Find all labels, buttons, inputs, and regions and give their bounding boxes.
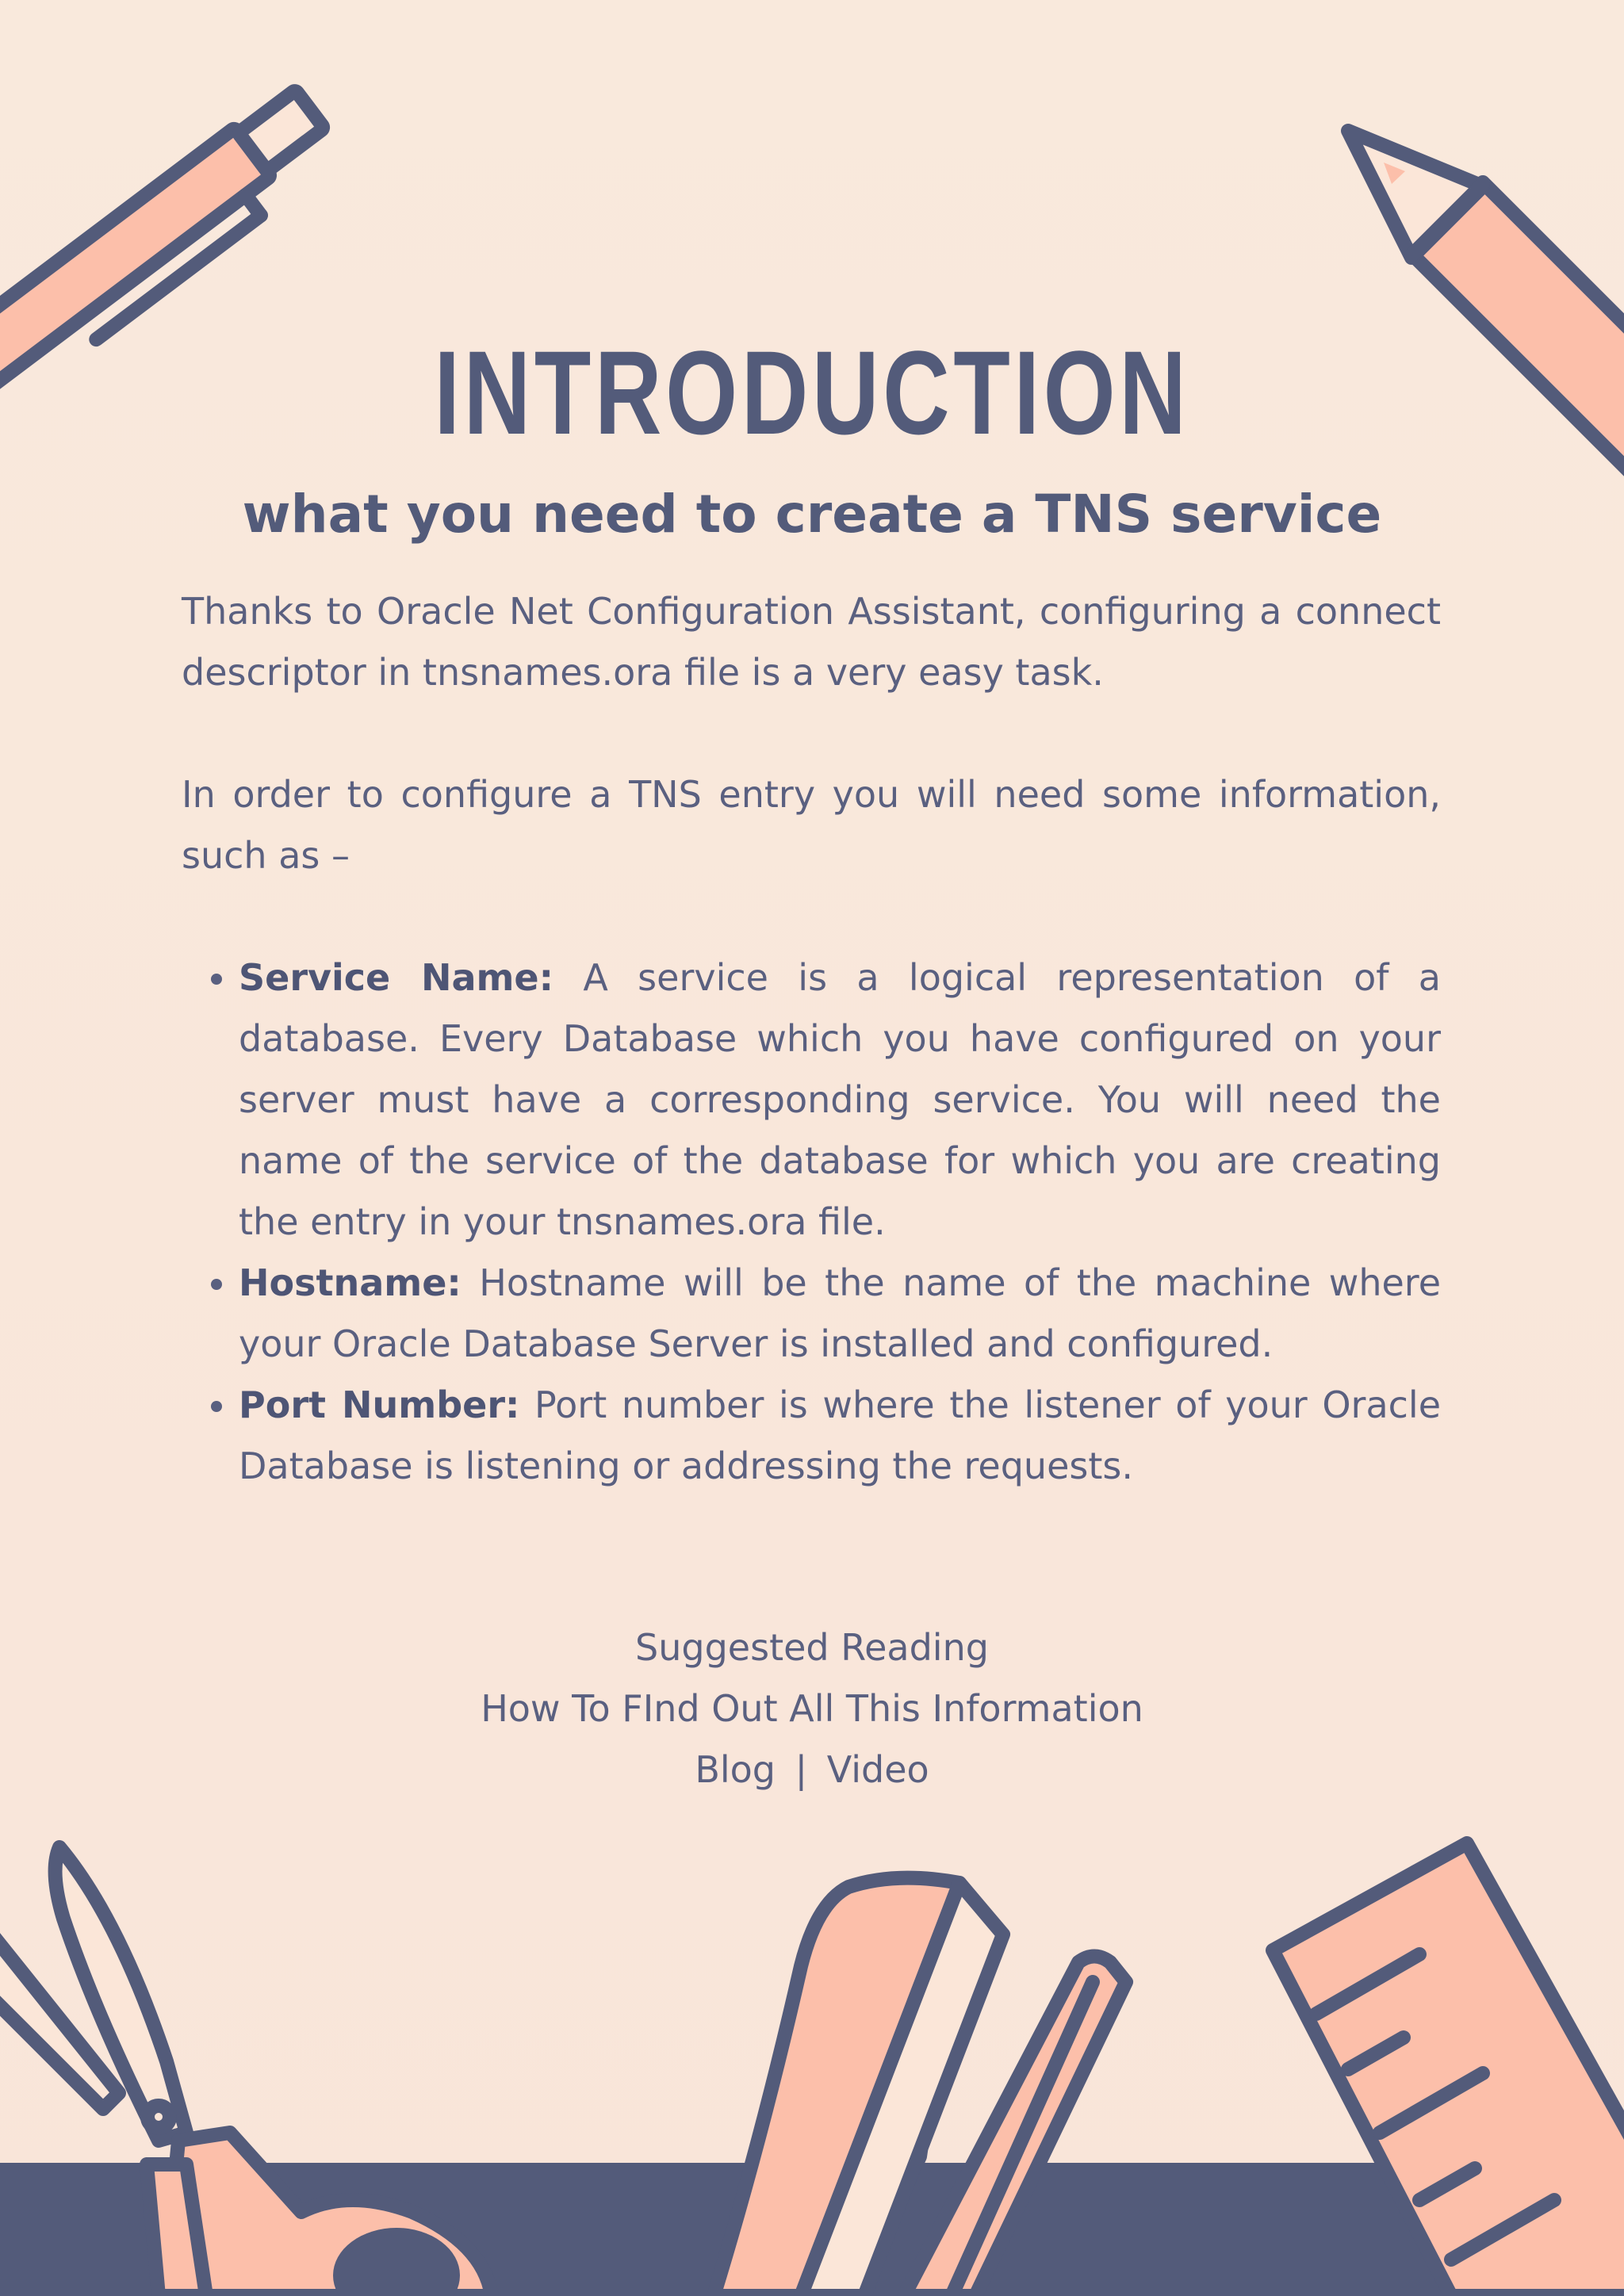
list-item-service-name: [239, 947, 1441, 1253]
list-item-port-number: [239, 1375, 1441, 1497]
suggested-reading-line: How To FInd Out All This Information: [481, 1687, 1143, 1730]
blog-link[interactable]: Blog: [695, 1748, 776, 1791]
requirements-paragraph: In order to configure a TNS entry you will need some information, such as –: [182, 773, 1441, 877]
page-subtitle: what you need to create a TNS service: [242, 484, 1382, 545]
list-item-text: Port number is where the listener of your Oracle Database is listening or addressing the requests.: [239, 1383, 1442, 1487]
suggested-reading-links: [0, 1739, 1624, 1800]
list-item-hostname: [239, 1253, 1441, 1375]
body-content: [182, 581, 1441, 1497]
stapler-icon: [714, 1878, 1126, 2296]
list-item-term: Service Name:: [239, 956, 554, 999]
video-link[interactable]: Video: [826, 1748, 929, 1791]
scissors-icon: [0, 1847, 492, 2296]
suggested-reading-heading: Suggested Reading: [635, 1626, 989, 1669]
list-item-term: Port Number:: [239, 1383, 520, 1426]
list-item-text: Hostname will be the name of the machine where your Oracle Database Server is installed and configured.: [239, 1261, 1442, 1365]
list-item-term: Hostname:: [239, 1261, 462, 1304]
list-item-text: A service is a logical representation of a database. Every Database which you have configured on your server must have a corresponding service. You will need the name of the service of the database for which you are creating the entry in your tnsnames.ora file.: [239, 956, 1441, 1243]
suggested-reading: [0, 1617, 1624, 1800]
requirements-list: [182, 947, 1441, 1497]
bottom-band: [0, 2163, 1624, 2296]
intro-paragraph: Thanks to Oracle Net Configuration Assistant, configuring a connect descriptor in tnsnames.ora file is a very easy task.: [182, 590, 1441, 694]
page-title: INTRODUCTION: [434, 326, 1190, 459]
link-separator: |: [795, 1748, 808, 1791]
ruler-icon: [1273, 1843, 1624, 2296]
